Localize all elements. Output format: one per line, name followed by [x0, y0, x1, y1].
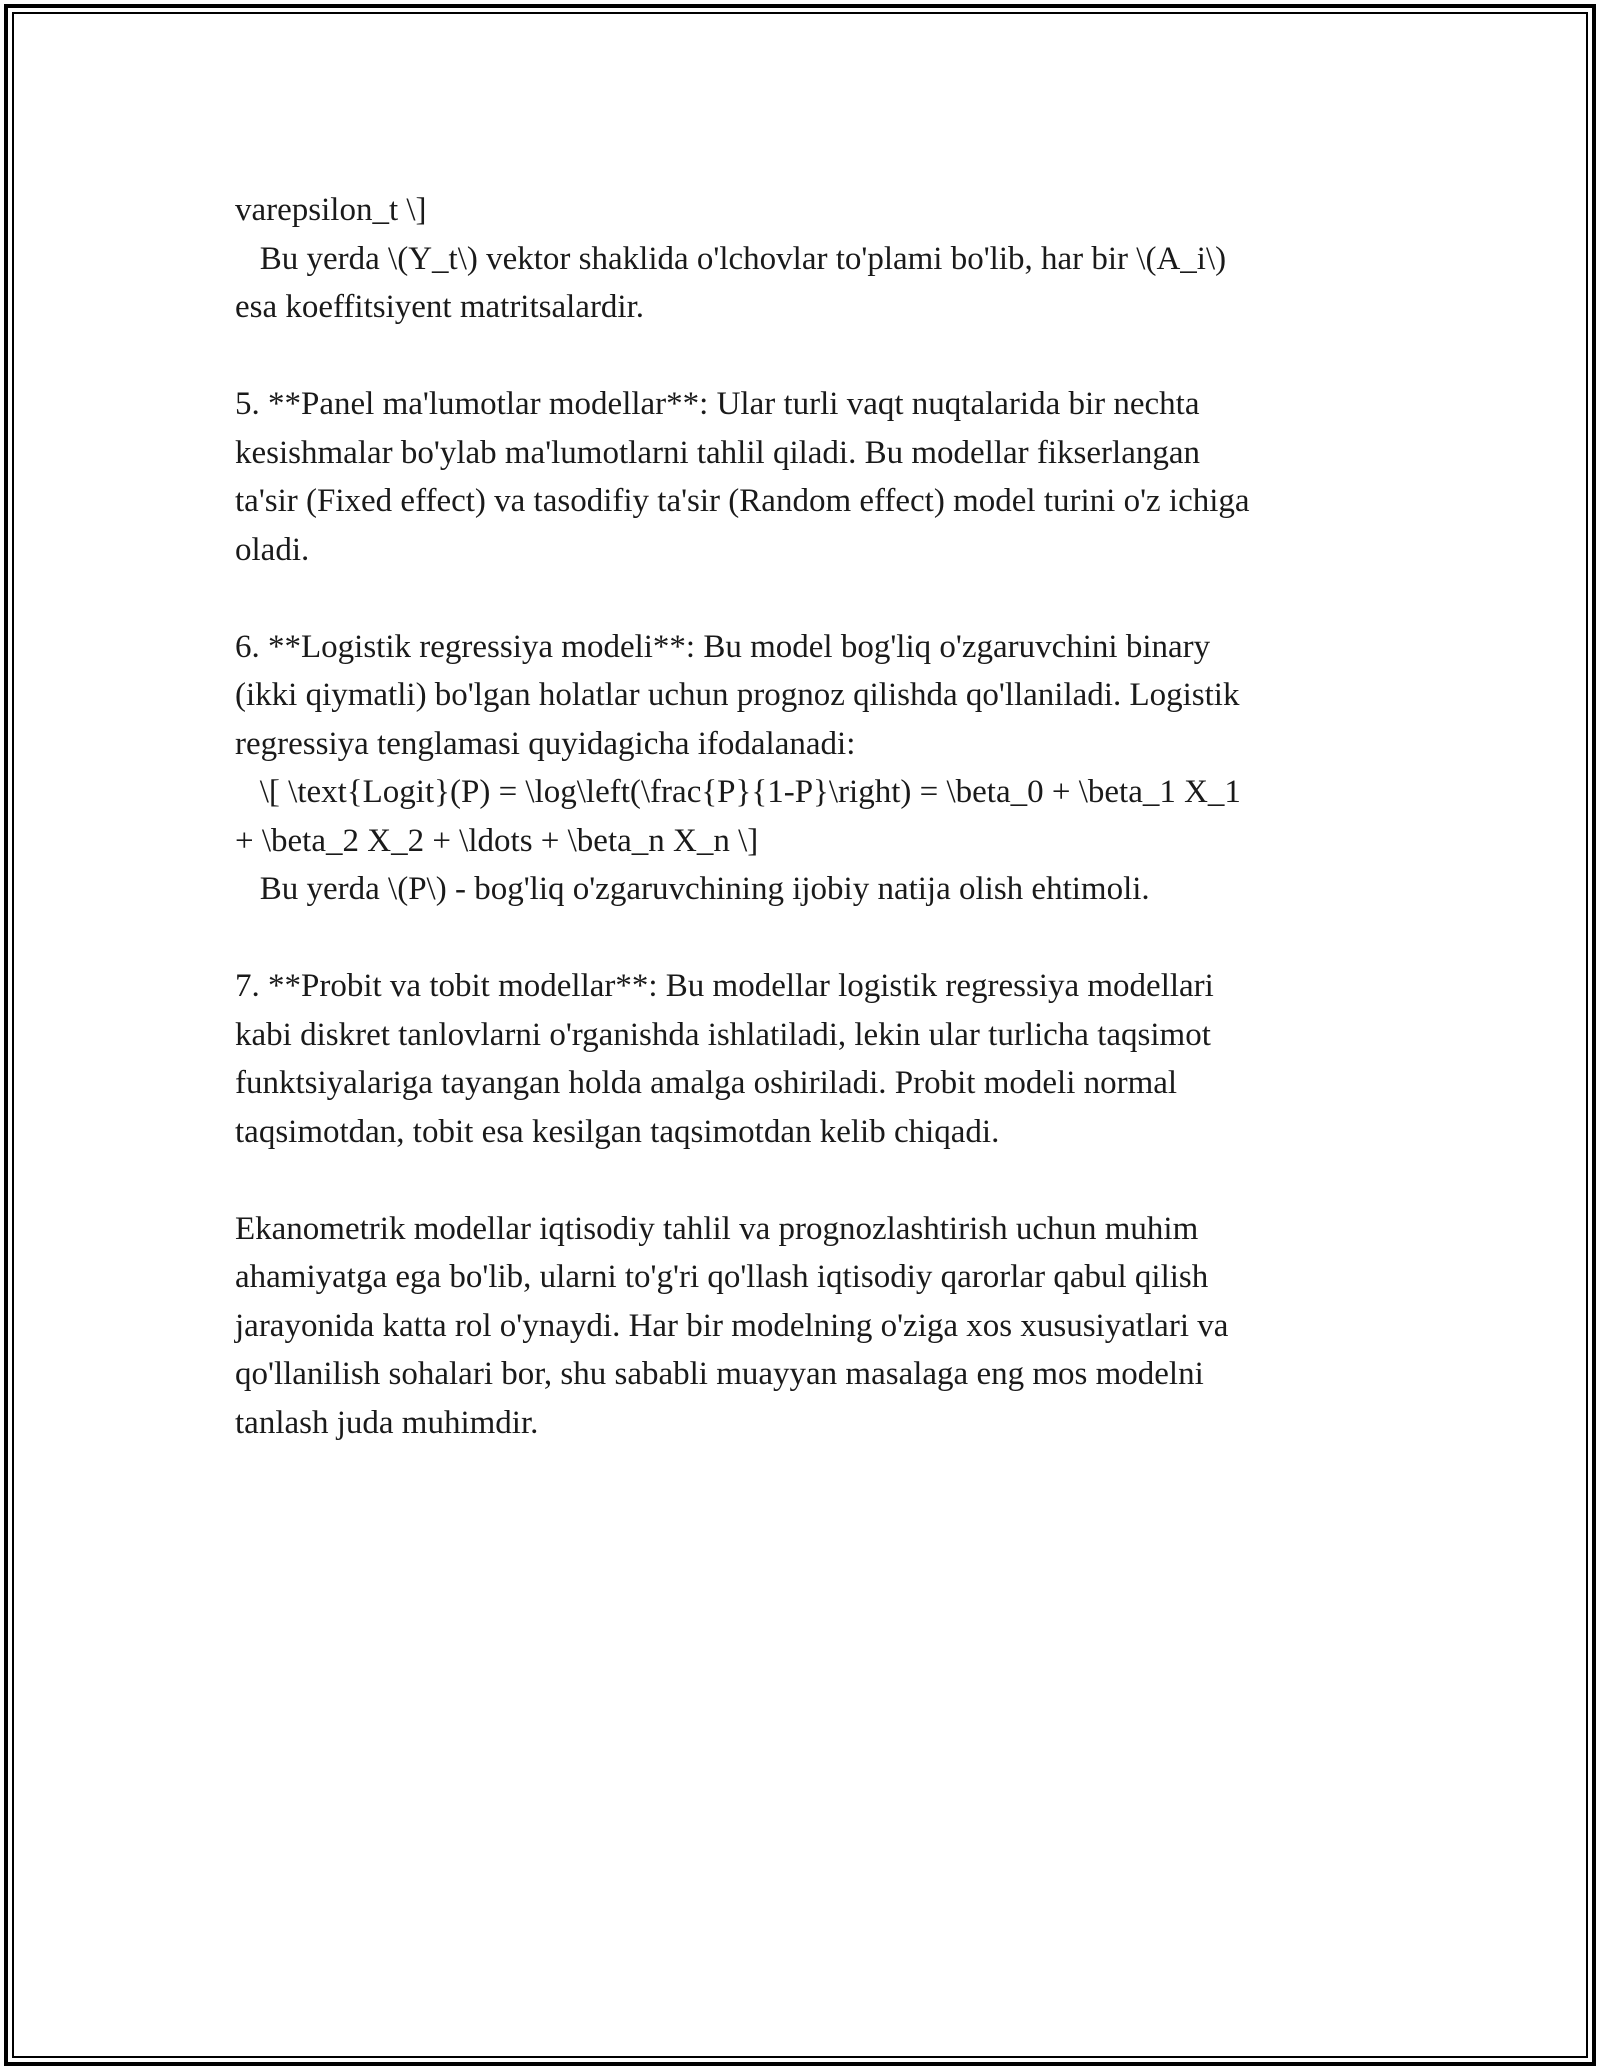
paragraph-gap — [235, 1156, 1395, 1205]
text-line: jarayonida katta rol o'ynaydi. Har bir modelning o'ziga xos xususiyatlari va — [235, 1307, 1229, 1344]
document-text-body — [235, 186, 1395, 1447]
text-line: 5. **Panel ma'lumotlar modellar**: Ular turli vaqt nuqtalarida bir nechta — [235, 386, 1200, 422]
text-line: Ekanometrik modellar iqtisodiy tahlil va prognozlashtirish uchun muhim — [235, 1210, 1199, 1247]
text-line: + \beta_2 X_2 + \ldots + \beta_n X_n \] — [235, 822, 759, 859]
text-line: Bu yerda \(Y_t\) vektor shaklida o'lchovlar to'plami bo'lib, har bir \(A_i\) — [235, 240, 1227, 277]
text-line: taqsimotdan, tobit esa kesilgan taqsimotdan kelib chiqadi. — [235, 1113, 1000, 1150]
text-line: kesishmalar bo'ylab ma'lumotlarni tahlil qiladi. Bu modellar fikserlangan — [235, 434, 1200, 471]
text-line: (ikki qiymatli) bo'lgan holatlar uchun prognoz qilishda qo'llaniladi. Logistik — [235, 677, 1240, 713]
paragraph-gap — [235, 914, 1395, 963]
text-line: esa koeffitsiyent matritsalardir. — [235, 289, 645, 325]
paragraph-gap — [235, 574, 1395, 623]
text-line: oladi. — [235, 531, 310, 568]
text-line: \[ \text{Logit}(P) = \log\left(\frac{P}{1-P}\right) = \beta_0 + \beta_1 X_1 — [235, 774, 1241, 810]
text-line: Bu yerda \(P\) - bog'liq o'zgaruvchining ijobiy natija olish ehtimoli. — [235, 871, 1150, 907]
paragraph-gap — [235, 332, 1395, 381]
text-line: varepsilon_t \] — [235, 192, 427, 228]
text-line: funktsiyalariga tayangan holda amalga oshiriladi. Probit modeli normal — [235, 1065, 1178, 1101]
text-line: 7. **Probit va tobit modellar**: Bu modellar logistik regressiya modellari — [235, 968, 1214, 1004]
text-line: 6. **Logistik regressiya modeli**: Bu model bog'liq o'zgaruvchini binary — [235, 628, 1211, 665]
text-line: qo'llanilish sohalari bor, shu sababli muayyan masalaga eng mos modelni — [235, 1356, 1204, 1392]
text-line: ahamiyatga ega bo'lib, ularni to'g'ri qo'llash iqtisodiy qarorlar qabul qilish — [235, 1259, 1209, 1295]
text-line: tanlash juda muhimdir. — [235, 1404, 539, 1441]
text-line: kabi diskret tanlovlarni o'rganishda ishlatiladi, lekin ular turlicha taqsimot — [235, 1016, 1211, 1053]
text-line: regressiya tenglamasi quyidagicha ifodalanadi: — [235, 725, 856, 762]
text-line: ta'sir (Fixed effect) va tasodifiy ta'sir (Random effect) model turini o'z ichiga — [235, 483, 1250, 519]
